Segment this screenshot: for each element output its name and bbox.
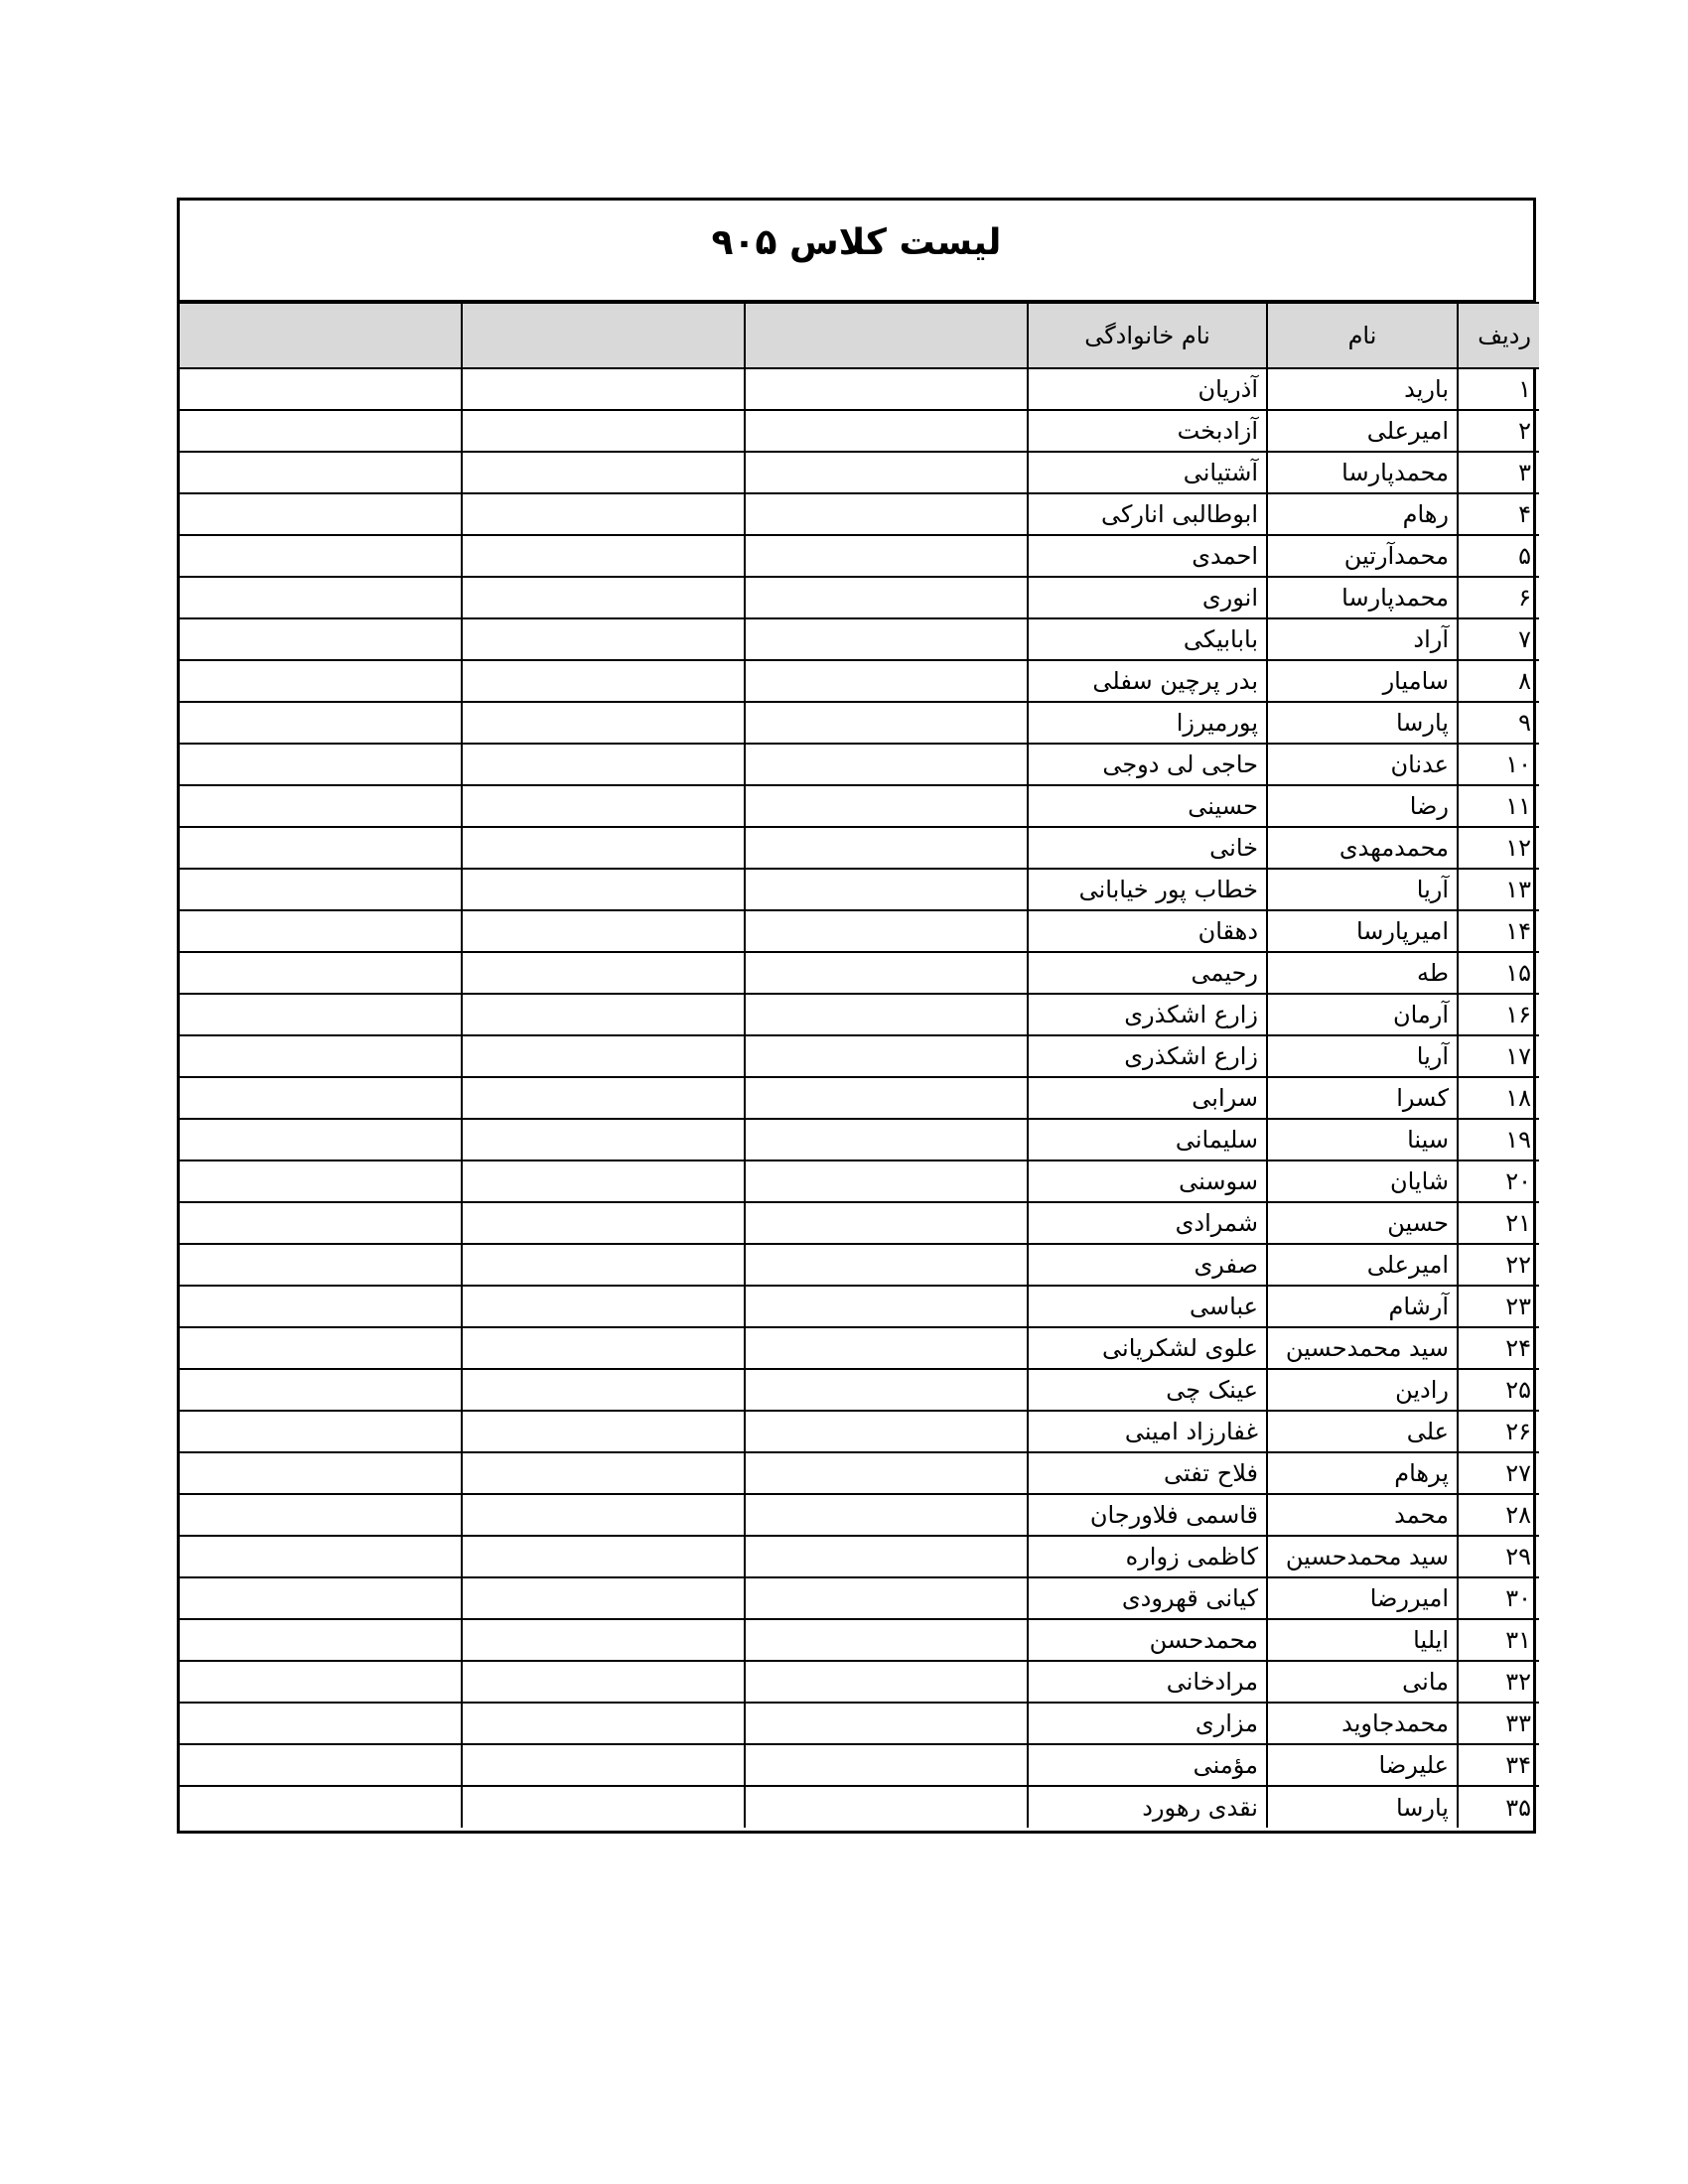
blank-cell	[462, 744, 745, 785]
first-name-cell: رهام	[1267, 493, 1458, 535]
last-name-cell: قاسمی فلاورجان	[1028, 1494, 1267, 1536]
table-row	[180, 368, 1539, 410]
blank-cell	[462, 1452, 745, 1494]
last-name-cell: غفارزاد امینی	[1028, 1411, 1267, 1452]
table-row	[180, 702, 1539, 744]
blank-cell	[462, 410, 745, 452]
last-name-cell: مؤمنی	[1028, 1744, 1267, 1786]
last-name-cell: نقدی رهورد	[1028, 1786, 1267, 1828]
header-blank-cell	[745, 303, 1028, 368]
table-row	[180, 410, 1539, 452]
blank-cell	[745, 1619, 1028, 1661]
blank-cell	[462, 493, 745, 535]
first-name-cell: مانی	[1267, 1661, 1458, 1703]
blank-cell	[462, 1536, 745, 1577]
header-last-name: نام خانوادگی	[1028, 303, 1267, 368]
last-name-cell: احمدی	[1028, 535, 1267, 577]
header-first-name: نام	[1267, 303, 1458, 368]
blank-cell	[180, 744, 462, 785]
last-name-cell: رحیمی	[1028, 952, 1267, 994]
table-row	[180, 577, 1539, 618]
blank-cell	[745, 744, 1028, 785]
blank-cell	[180, 493, 462, 535]
blank-cell	[180, 1327, 462, 1369]
last-name-cell: فلاح تفتی	[1028, 1452, 1267, 1494]
last-name-cell: کیانی قهرودی	[1028, 1577, 1267, 1619]
first-name-cell: محمد	[1267, 1494, 1458, 1536]
blank-cell	[462, 1703, 745, 1744]
blank-cell	[462, 952, 745, 994]
page-title: لیست کلاس ۹۰۵	[711, 222, 1002, 263]
first-name-cell: امیرپارسا	[1267, 910, 1458, 952]
blank-cell	[745, 618, 1028, 660]
row-number-cell: ۳۴	[1458, 1744, 1539, 1786]
blank-cell	[180, 368, 462, 410]
blank-cell	[462, 1369, 745, 1411]
first-name-cell: محمدمهدی	[1267, 827, 1458, 869]
table-row	[180, 1494, 1539, 1536]
student-rows	[180, 368, 1539, 1828]
blank-cell	[180, 702, 462, 744]
blank-cell	[180, 535, 462, 577]
row-number-cell: ۲	[1458, 410, 1539, 452]
first-name-cell: علیرضا	[1267, 1744, 1458, 1786]
last-name-cell: سرابی	[1028, 1077, 1267, 1119]
table-row	[180, 869, 1539, 910]
first-name-cell: عدنان	[1267, 744, 1458, 785]
table-row	[180, 1077, 1539, 1119]
last-name-cell: آشتیانی	[1028, 452, 1267, 493]
row-number-cell: ۲۵	[1458, 1369, 1539, 1411]
blank-cell	[180, 1077, 462, 1119]
row-number-cell: ۱۱	[1458, 785, 1539, 827]
table-row	[180, 1703, 1539, 1744]
blank-cell	[462, 869, 745, 910]
blank-cell	[180, 1411, 462, 1452]
first-name-cell: آرمان	[1267, 994, 1458, 1035]
last-name-cell: زارع اشکذری	[1028, 994, 1267, 1035]
last-name-cell: دهقان	[1028, 910, 1267, 952]
table-row	[180, 785, 1539, 827]
blank-cell	[180, 1369, 462, 1411]
table-row	[180, 1244, 1539, 1286]
last-name-cell: حاجی لی دوجی	[1028, 744, 1267, 785]
table-row	[180, 827, 1539, 869]
blank-cell	[462, 1786, 745, 1828]
first-name-cell: امیرعلی	[1267, 1244, 1458, 1286]
blank-cell	[745, 952, 1028, 994]
row-number-cell: ۹	[1458, 702, 1539, 744]
table-row	[180, 535, 1539, 577]
table-row	[180, 1202, 1539, 1244]
row-number-cell: ۳۰	[1458, 1577, 1539, 1619]
last-name-cell: عباسی	[1028, 1286, 1267, 1327]
last-name-cell: محمدحسن	[1028, 1619, 1267, 1661]
row-number-cell: ۱۴	[1458, 910, 1539, 952]
blank-cell	[462, 1577, 745, 1619]
last-name-cell: عینک چی	[1028, 1369, 1267, 1411]
blank-cell	[745, 410, 1028, 452]
table-row	[180, 910, 1539, 952]
blank-cell	[180, 577, 462, 618]
blank-cell	[180, 1286, 462, 1327]
blank-cell	[180, 1160, 462, 1202]
blank-cell	[745, 1452, 1028, 1494]
row-number-cell: ۲۰	[1458, 1160, 1539, 1202]
blank-cell	[745, 577, 1028, 618]
blank-cell	[745, 1744, 1028, 1786]
table-row	[180, 493, 1539, 535]
blank-cell	[180, 1661, 462, 1703]
table-row	[180, 1119, 1539, 1160]
last-name-cell: حسینی	[1028, 785, 1267, 827]
blank-cell	[745, 1494, 1028, 1536]
table-row	[180, 1786, 1539, 1828]
table-row	[180, 1619, 1539, 1661]
table-row	[180, 1160, 1539, 1202]
blank-cell	[180, 1703, 462, 1744]
last-name-cell: پورمیرزا	[1028, 702, 1267, 744]
first-name-cell: رضا	[1267, 785, 1458, 827]
blank-cell	[462, 535, 745, 577]
row-number-cell: ۳۵	[1458, 1786, 1539, 1828]
first-name-cell: محمدجاوید	[1267, 1703, 1458, 1744]
blank-cell	[180, 452, 462, 493]
blank-cell	[745, 1035, 1028, 1077]
blank-cell	[462, 1160, 745, 1202]
last-name-cell: آزادبخت	[1028, 410, 1267, 452]
blank-cell	[180, 1452, 462, 1494]
table-row	[180, 1369, 1539, 1411]
blank-cell	[180, 994, 462, 1035]
row-number-cell: ۸	[1458, 660, 1539, 702]
blank-cell	[180, 952, 462, 994]
last-name-cell: ابوطالبی انارکی	[1028, 493, 1267, 535]
table-row	[180, 1452, 1539, 1494]
first-name-cell: علی	[1267, 1411, 1458, 1452]
last-name-cell: بابابیکی	[1028, 618, 1267, 660]
blank-cell	[462, 1327, 745, 1369]
table-row	[180, 1744, 1539, 1786]
first-name-cell: محمدپارسا	[1267, 577, 1458, 618]
blank-cell	[180, 1577, 462, 1619]
row-number-cell: ۱۵	[1458, 952, 1539, 994]
blank-cell	[462, 1119, 745, 1160]
blank-cell	[180, 618, 462, 660]
blank-cell	[462, 1494, 745, 1536]
last-name-cell: صفری	[1028, 1244, 1267, 1286]
blank-cell	[180, 869, 462, 910]
row-number-cell: ۵	[1458, 535, 1539, 577]
row-number-cell: ۲۷	[1458, 1452, 1539, 1494]
blank-cell	[745, 493, 1028, 535]
first-name-cell: پرهام	[1267, 1452, 1458, 1494]
last-name-cell: انوری	[1028, 577, 1267, 618]
blank-cell	[745, 1536, 1028, 1577]
blank-cell	[180, 1744, 462, 1786]
header-row	[180, 303, 1539, 368]
row-number-cell: ۳۲	[1458, 1661, 1539, 1703]
first-name-cell: پارسا	[1267, 702, 1458, 744]
table-row	[180, 1411, 1539, 1452]
student-table	[180, 302, 1539, 1828]
table-row	[180, 452, 1539, 493]
blank-cell	[745, 1703, 1028, 1744]
header-blank-cell	[180, 303, 462, 368]
blank-cell	[462, 1619, 745, 1661]
class-list-sheet	[177, 198, 1536, 1834]
last-name-cell: شمرادی	[1028, 1202, 1267, 1244]
table-row	[180, 1536, 1539, 1577]
blank-cell	[462, 1202, 745, 1244]
row-number-cell: ۲۶	[1458, 1411, 1539, 1452]
first-name-cell: امیررضا	[1267, 1577, 1458, 1619]
blank-cell	[462, 1411, 745, 1452]
row-number-cell: ۱۶	[1458, 994, 1539, 1035]
table-row	[180, 618, 1539, 660]
blank-cell	[462, 1244, 745, 1286]
last-name-cell: خطاب پور خیابانی	[1028, 869, 1267, 910]
first-name-cell: کسرا	[1267, 1077, 1458, 1119]
row-number-cell: ۱۸	[1458, 1077, 1539, 1119]
blank-cell	[462, 1661, 745, 1703]
first-name-cell: آریا	[1267, 1035, 1458, 1077]
first-name-cell: شایان	[1267, 1160, 1458, 1202]
blank-cell	[462, 702, 745, 744]
first-name-cell: امیرعلی	[1267, 410, 1458, 452]
blank-cell	[745, 1786, 1028, 1828]
first-name-cell: بارید	[1267, 368, 1458, 410]
first-name-cell: آرشام	[1267, 1286, 1458, 1327]
blank-cell	[462, 618, 745, 660]
header-blank-cell	[462, 303, 745, 368]
first-name-cell: محمدپارسا	[1267, 452, 1458, 493]
blank-cell	[462, 1744, 745, 1786]
table-row	[180, 1661, 1539, 1703]
blank-cell	[745, 910, 1028, 952]
blank-cell	[745, 1202, 1028, 1244]
blank-cell	[180, 1119, 462, 1160]
blank-cell	[745, 785, 1028, 827]
row-number-cell: ۲۱	[1458, 1202, 1539, 1244]
table-row	[180, 1286, 1539, 1327]
row-number-cell: ۱۹	[1458, 1119, 1539, 1160]
blank-cell	[745, 869, 1028, 910]
blank-cell	[180, 410, 462, 452]
first-name-cell: حسین	[1267, 1202, 1458, 1244]
first-name-cell: سامیار	[1267, 660, 1458, 702]
first-name-cell: سینا	[1267, 1119, 1458, 1160]
blank-cell	[180, 1202, 462, 1244]
row-number-cell: ۲۹	[1458, 1536, 1539, 1577]
row-number-cell: ۲۲	[1458, 1244, 1539, 1286]
blank-cell	[462, 910, 745, 952]
blank-cell	[745, 452, 1028, 493]
blank-cell	[745, 1286, 1028, 1327]
row-number-cell: ۳	[1458, 452, 1539, 493]
first-name-cell: محمدآرتین	[1267, 535, 1458, 577]
blank-cell	[745, 1119, 1028, 1160]
blank-cell	[462, 368, 745, 410]
blank-cell	[462, 785, 745, 827]
blank-cell	[462, 1035, 745, 1077]
blank-cell	[180, 827, 462, 869]
blank-cell	[462, 994, 745, 1035]
last-name-cell: مرادخانی	[1028, 1661, 1267, 1703]
last-name-cell: کاظمی زواره	[1028, 1536, 1267, 1577]
row-number-cell: ۲۸	[1458, 1494, 1539, 1536]
first-name-cell: آریا	[1267, 869, 1458, 910]
blank-cell	[745, 1077, 1028, 1119]
last-name-cell: مزاری	[1028, 1703, 1267, 1744]
table-row	[180, 994, 1539, 1035]
last-name-cell: علوی لشکریانی	[1028, 1327, 1267, 1369]
row-number-cell: ۲۳	[1458, 1286, 1539, 1327]
blank-cell	[745, 1327, 1028, 1369]
last-name-cell: زارع اشکذری	[1028, 1035, 1267, 1077]
first-name-cell: پارسا	[1267, 1786, 1458, 1828]
table-row	[180, 1577, 1539, 1619]
last-name-cell: خانی	[1028, 827, 1267, 869]
blank-cell	[462, 827, 745, 869]
first-name-cell: آراد	[1267, 618, 1458, 660]
blank-cell	[180, 1035, 462, 1077]
blank-cell	[180, 660, 462, 702]
last-name-cell: آذریان	[1028, 368, 1267, 410]
header-row-number: ردیف	[1458, 303, 1539, 368]
row-number-cell: ۱۷	[1458, 1035, 1539, 1077]
blank-cell	[745, 1661, 1028, 1703]
blank-cell	[745, 1369, 1028, 1411]
first-name-cell: رادین	[1267, 1369, 1458, 1411]
blank-cell	[745, 1244, 1028, 1286]
blank-cell	[745, 827, 1028, 869]
blank-cell	[745, 702, 1028, 744]
blank-cell	[180, 1244, 462, 1286]
table-row	[180, 660, 1539, 702]
blank-cell	[180, 1786, 462, 1828]
first-name-cell: طه	[1267, 952, 1458, 994]
blank-cell	[745, 1411, 1028, 1452]
blank-cell	[462, 660, 745, 702]
row-number-cell: ۴	[1458, 493, 1539, 535]
row-number-cell: ۱	[1458, 368, 1539, 410]
row-number-cell: ۱۳	[1458, 869, 1539, 910]
table-row	[180, 1035, 1539, 1077]
first-name-cell: ایلیا	[1267, 1619, 1458, 1661]
blank-cell	[462, 1286, 745, 1327]
blank-cell	[745, 994, 1028, 1035]
blank-cell	[180, 1619, 462, 1661]
blank-cell	[462, 452, 745, 493]
table-row	[180, 952, 1539, 994]
blank-cell	[745, 535, 1028, 577]
title-band	[180, 201, 1533, 302]
first-name-cell: سید محمدحسین	[1267, 1536, 1458, 1577]
blank-cell	[180, 910, 462, 952]
last-name-cell: سلیمانی	[1028, 1119, 1267, 1160]
table-row	[180, 744, 1539, 785]
blank-cell	[462, 1077, 745, 1119]
blank-cell	[180, 1536, 462, 1577]
blank-cell	[745, 1577, 1028, 1619]
blank-cell	[745, 368, 1028, 410]
row-number-cell: ۷	[1458, 618, 1539, 660]
row-number-cell: ۲۴	[1458, 1327, 1539, 1369]
blank-cell	[462, 577, 745, 618]
row-number-cell: ۳۱	[1458, 1619, 1539, 1661]
blank-cell	[745, 660, 1028, 702]
blank-cell	[745, 1160, 1028, 1202]
table-row	[180, 1327, 1539, 1369]
row-number-cell: ۱۲	[1458, 827, 1539, 869]
last-name-cell: سوسنی	[1028, 1160, 1267, 1202]
row-number-cell: ۳۳	[1458, 1703, 1539, 1744]
blank-cell	[180, 1494, 462, 1536]
row-number-cell: ۶	[1458, 577, 1539, 618]
last-name-cell: بدر پرچین سفلی	[1028, 660, 1267, 702]
first-name-cell: سید محمدحسین	[1267, 1327, 1458, 1369]
row-number-cell: ۱۰	[1458, 744, 1539, 785]
blank-cell	[180, 785, 462, 827]
